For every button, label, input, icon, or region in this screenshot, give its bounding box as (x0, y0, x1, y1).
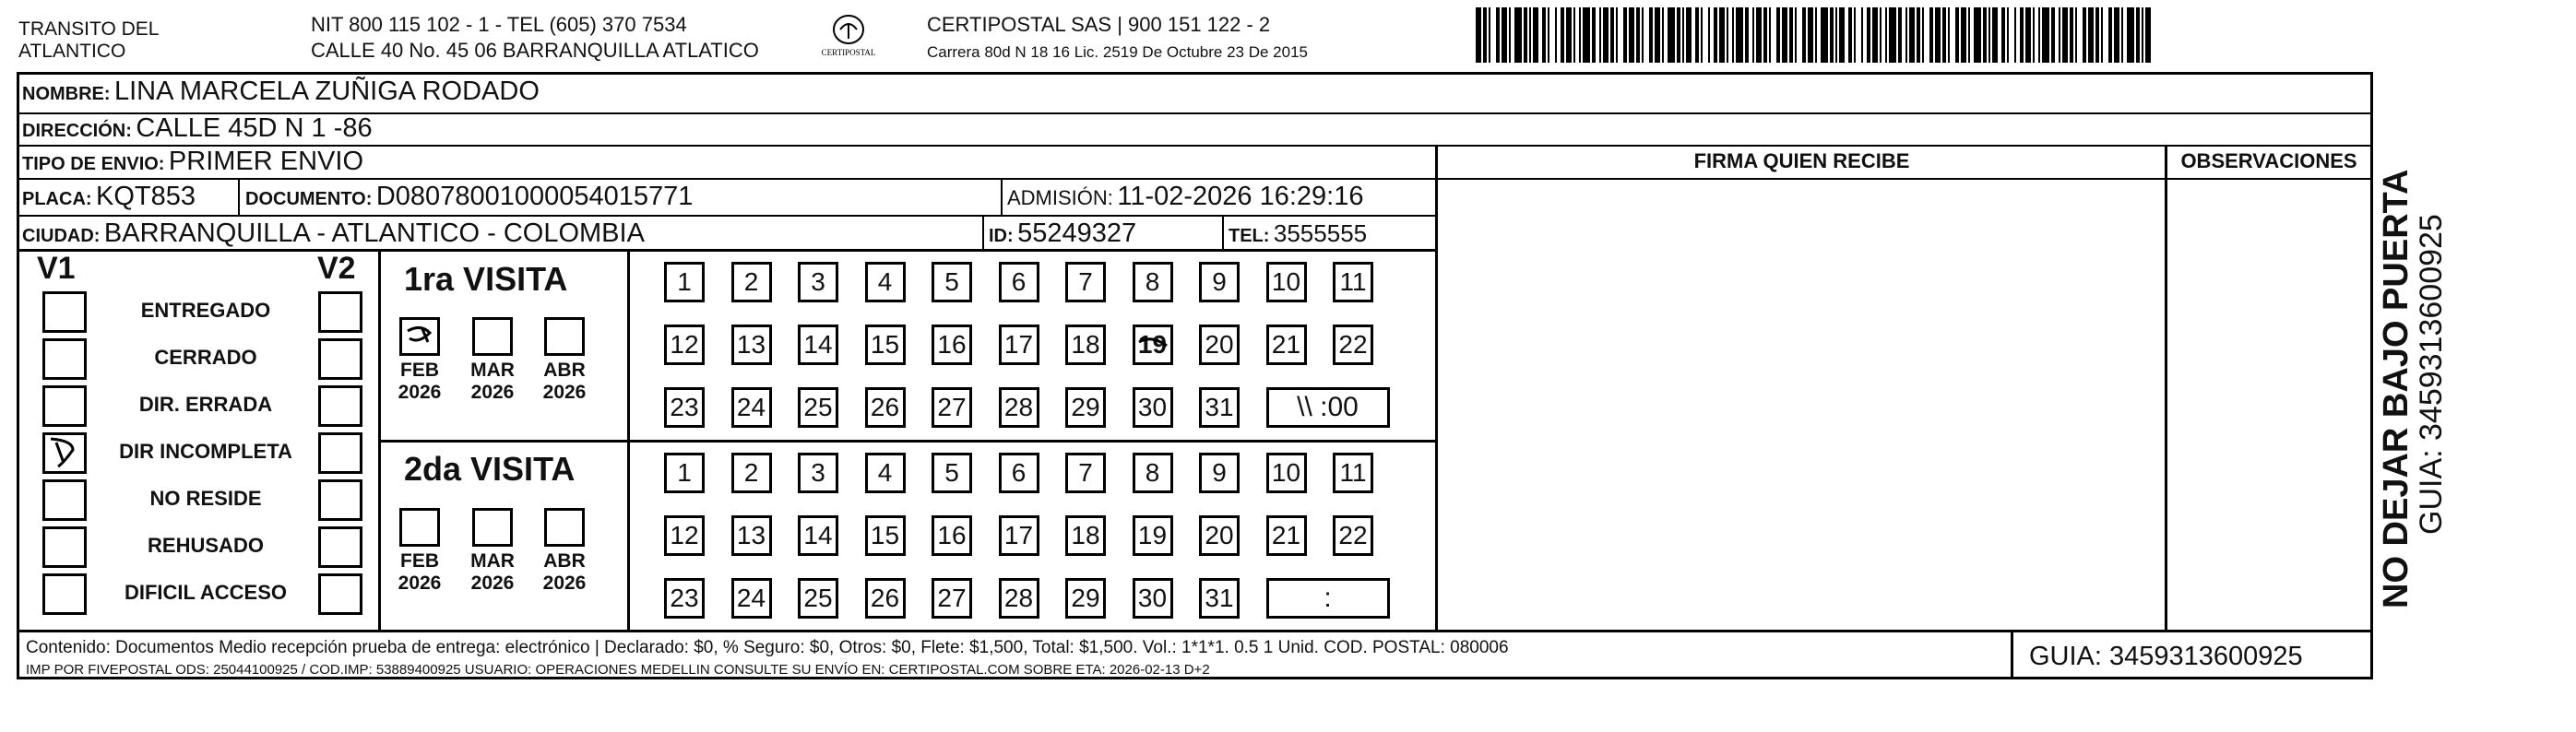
month-year: 2026 (398, 573, 442, 594)
day-cell[interactable]: 27 (932, 578, 972, 619)
day-cell[interactable]: 22 (1333, 325, 1373, 365)
month-label (386, 550, 453, 595)
barcode-bar (1514, 7, 1522, 63)
admision-label: ADMISIÓN: (1007, 186, 1113, 209)
month-name: FEB (400, 360, 439, 381)
day-cell[interactable]: 13 (731, 325, 772, 365)
observaciones-area[interactable] (2169, 181, 2368, 629)
day-cell[interactable]: 8 (1133, 262, 1173, 302)
v2-checkbox[interactable] (318, 338, 362, 380)
status-label: CERRADO (154, 346, 257, 369)
day-cell[interactable]: 20 (1199, 325, 1240, 365)
day-cell[interactable]: 21 (1266, 325, 1307, 365)
day-cell[interactable]: 29 (1065, 578, 1106, 619)
barcode-bar (1668, 7, 1675, 63)
visit2-title: 2da VISITA (404, 450, 576, 488)
day-cell[interactable]: 4 (865, 453, 906, 493)
v1-checkbox[interactable] (42, 385, 87, 427)
id-value: 55249327 (1017, 218, 1137, 248)
month-year: 2026 (542, 573, 587, 594)
time-field[interactable]: : (1266, 578, 1390, 619)
day-cell[interactable]: 1 (664, 262, 705, 302)
barcode (1476, 7, 2151, 63)
strike-mark-icon (1135, 327, 1170, 362)
placa-row (22, 181, 196, 217)
day-cell[interactable]: 8 (1133, 453, 1173, 493)
tipo-row (22, 146, 363, 182)
day-cell[interactable]: 5 (932, 453, 972, 493)
day-cell[interactable]: 1 (664, 453, 705, 493)
day-cell[interactable]: 12 (664, 515, 705, 556)
barcode-bar (1974, 7, 1981, 63)
imp-text: IMP POR FIVEPOSTAL ODS: 25044100925 / COD.IMP: 53889400925 USUARIO: OPERACIONES MEDELLIN CONSULTE SU ENVÍO EN: CERTIPOSTAL.COM SOBRE ETA: 2026-02-13 D+2 (26, 662, 1210, 678)
day-cell[interactable]: 14 (798, 515, 838, 556)
day-cell[interactable]: 27 (932, 387, 972, 428)
day-cell[interactable]: 2 (731, 453, 772, 493)
v1-checkbox[interactable] (42, 432, 87, 474)
direccion-value: CALLE 45D N 1 -86 (136, 113, 373, 143)
day-cell[interactable]: 10 (1266, 453, 1307, 493)
day-cell[interactable]: 29 (1065, 387, 1106, 428)
tel-row (1229, 218, 1367, 254)
day-cell[interactable]: 30 (1133, 387, 1173, 428)
documento-label: DOCUMENTO: (245, 189, 373, 209)
time-field[interactable]: \\ :00 (1266, 387, 1390, 428)
id-label: ID: (989, 226, 1014, 246)
month-label (386, 360, 453, 404)
v2-checkbox[interactable] (318, 432, 362, 474)
day-cell[interactable]: 10 (1266, 262, 1307, 302)
month-checkbox[interactable] (399, 317, 440, 356)
v1-checkbox[interactable] (42, 338, 87, 380)
barcode-bar (1889, 7, 1896, 63)
day-cell[interactable]: 21 (1266, 515, 1307, 556)
month-name: ABR (543, 360, 586, 381)
month-year: 2026 (470, 573, 515, 594)
day-cell[interactable]: 4 (865, 262, 906, 302)
ciudad-label: CIUDAD: (22, 226, 101, 246)
sender-name (18, 18, 159, 63)
day-cell[interactable]: 13 (731, 515, 772, 556)
sender-address: CALLE 40 No. 45 06 BARRANQUILLA ATLATICO (311, 39, 759, 62)
month-label (531, 360, 598, 404)
check-mark-icon (45, 435, 84, 471)
day-cell[interactable]: 15 (865, 325, 906, 365)
side-guia-text: GUIA: 3459313600925 (2414, 214, 2449, 535)
day-cell[interactable]: 9 (1199, 262, 1240, 302)
day-cell[interactable]: 6 (999, 262, 1039, 302)
ciudad-value: BARRANQUILLA - ATLANTICO - COLOMBIA (103, 218, 645, 248)
v2-checkbox[interactable] (318, 573, 362, 615)
v2-checkbox[interactable] (318, 291, 362, 333)
check-mark-icon (402, 320, 437, 353)
id-row (989, 218, 1136, 254)
day-cell[interactable]: 7 (1065, 453, 1106, 493)
day-cell[interactable]: 17 (999, 325, 1039, 365)
month-checkbox[interactable] (399, 508, 440, 547)
day-cell[interactable]: 15 (865, 515, 906, 556)
v1-checkbox[interactable] (42, 291, 87, 333)
month-name: ABR (543, 550, 586, 572)
company-address: Carrera 80d N 18 16 Lic. 2519 De Octubre 23 De 2015 (927, 43, 1308, 61)
month-year: 2026 (470, 382, 515, 403)
day-cell[interactable]: 25 (798, 578, 838, 619)
day-cell[interactable]: 5 (932, 262, 972, 302)
no-dejar-text: NO DEJAR BAJO PUERTA (2377, 169, 2416, 608)
day-marked-label: 19 (1137, 330, 1168, 359)
month-name: MAR (470, 550, 515, 572)
day-cell[interactable]: 24 (731, 578, 772, 619)
day-cell[interactable]: 6 (999, 453, 1039, 493)
day-cell[interactable]: 31 (1199, 387, 1240, 428)
v2-checkbox[interactable] (318, 385, 362, 427)
v2-checkbox[interactable] (318, 526, 362, 568)
placa-label: PLACA: (22, 189, 92, 209)
tipo-label: TIPO DE ENVIO: (22, 154, 165, 174)
sender-name-line: TRANSITO DEL ATLANTICO (18, 18, 160, 62)
barcode-bar (2145, 7, 2151, 63)
day-cell[interactable]: 24 (731, 387, 772, 428)
day-cell[interactable]: 3 (798, 262, 838, 302)
day-cell[interactable]: 28 (999, 387, 1039, 428)
tel-value: 3555555 (1273, 219, 1368, 247)
day-cell[interactable]: 23 (664, 578, 705, 619)
day-cell[interactable]: 23 (664, 387, 705, 428)
month-year: 2026 (542, 382, 587, 403)
status-label: ENTREGADO (140, 299, 271, 322)
firma-area[interactable] (1441, 181, 2160, 629)
v2-checkbox[interactable] (318, 479, 362, 521)
day-cell[interactable]: 16 (932, 325, 972, 365)
status-label: DIR INCOMPLETA (119, 440, 292, 463)
sender-nit: NIT 800 115 102 - 1 - TEL (605) 370 7534 (311, 13, 687, 36)
day-cell[interactable]: 11 (1333, 453, 1373, 493)
day-cell[interactable]: 28 (999, 578, 1039, 619)
v1-checkbox[interactable] (42, 526, 87, 568)
ciudad-row (22, 218, 645, 254)
day-cell[interactable]: 12 (664, 325, 705, 365)
barcode-bar (1821, 7, 1828, 63)
month-name: FEB (400, 550, 439, 572)
month-year: 2026 (398, 382, 442, 403)
month-label (459, 360, 526, 404)
firma-header: FIRMA QUIEN RECIBE (1693, 149, 1910, 172)
nombre-row (22, 76, 540, 112)
barcode-bar (2127, 7, 2134, 63)
day-cell[interactable]: 11 (1333, 262, 1373, 302)
day-cell[interactable]: 17 (999, 515, 1039, 556)
direccion-label: DIRECCIÓN: (22, 121, 132, 141)
day-cell[interactable]: 14 (798, 325, 838, 365)
contenido-text: Contenido: Documentos Medio recepción prueba de entrega: electrónico | Declarado: $0, % Seguro: $0, Otros: $0, Flete: $1,500, Total: $1,500. Vol.: 1*1*1. 0.5 1 Unid. COD. POSTAL: 080006 (26, 638, 1509, 657)
day-cell[interactable]: 9 (1199, 453, 1240, 493)
day-cell[interactable]: 31 (1199, 578, 1240, 619)
day-cell[interactable]: 25 (798, 387, 838, 428)
day-cell[interactable]: 19 (1133, 515, 1173, 556)
v1-checkbox[interactable] (42, 573, 87, 615)
day-cell[interactable]: 7 (1065, 262, 1106, 302)
month-checkbox[interactable] (472, 508, 513, 547)
day-cell[interactable]: 30 (1133, 578, 1173, 619)
v1-label: V1 (37, 251, 76, 286)
month-label (531, 550, 598, 595)
admision-value: 11-02-2026 16:29:16 (1117, 182, 1364, 211)
documento-value: D08078001000054015771 (375, 182, 694, 211)
status-label: REHUSADO (148, 534, 264, 557)
day-cell[interactable]: 26 (865, 578, 906, 619)
documento-row (245, 181, 693, 217)
month-label (459, 550, 526, 595)
barcode-bar (1583, 7, 1590, 63)
nombre-label: NOMBRE: (22, 84, 111, 104)
tel-label: TEL: (1229, 226, 1270, 246)
day-cell[interactable]: 16 (932, 515, 972, 556)
v1-checkbox[interactable] (42, 479, 87, 521)
day-cell[interactable]: 2 (731, 262, 772, 302)
day-cell[interactable]: 3 (798, 453, 838, 493)
certipostal-logo (812, 13, 885, 68)
observaciones-header: OBSERVACIONES (2180, 149, 2357, 172)
svg-text:CERTIPOSTAL: CERTIPOSTAL (821, 48, 876, 57)
day-cell[interactable]: 22 (1333, 515, 1373, 556)
month-checkbox[interactable] (544, 317, 585, 356)
month-name: MAR (470, 360, 515, 381)
v2-label: V2 (317, 251, 356, 286)
admision-row (1007, 181, 1364, 217)
day-cell[interactable]: 20 (1199, 515, 1240, 556)
status-label: DIFICIL ACCESO (124, 581, 287, 604)
day-cell[interactable]: 26 (865, 387, 906, 428)
tipo-value: PRIMER ENVIO (168, 147, 364, 176)
company-line: CERTIPOSTAL SAS | 900 151 122 - 2 (927, 13, 1271, 36)
barcode-bar (2042, 7, 2049, 63)
day-cell[interactable]: 18 (1065, 515, 1106, 556)
nombre-value: LINA MARCELA ZUÑIGA RODADO (114, 77, 540, 106)
month-checkbox[interactable] (472, 317, 513, 356)
direccion-row (22, 112, 373, 148)
status-label: NO RESIDE (149, 487, 262, 510)
visit1-title: 1ra VISITA (404, 260, 568, 298)
status-label: DIR. ERRADA (138, 393, 273, 416)
day-cell[interactable]: 18 (1065, 325, 1106, 365)
barcode-bar (1736, 7, 1743, 63)
placa-value: KQT853 (96, 182, 196, 211)
day-cell[interactable] (1133, 325, 1173, 365)
month-checkbox[interactable] (544, 508, 585, 547)
footer-guia: GUIA: 3459313600925 (2029, 642, 2303, 671)
